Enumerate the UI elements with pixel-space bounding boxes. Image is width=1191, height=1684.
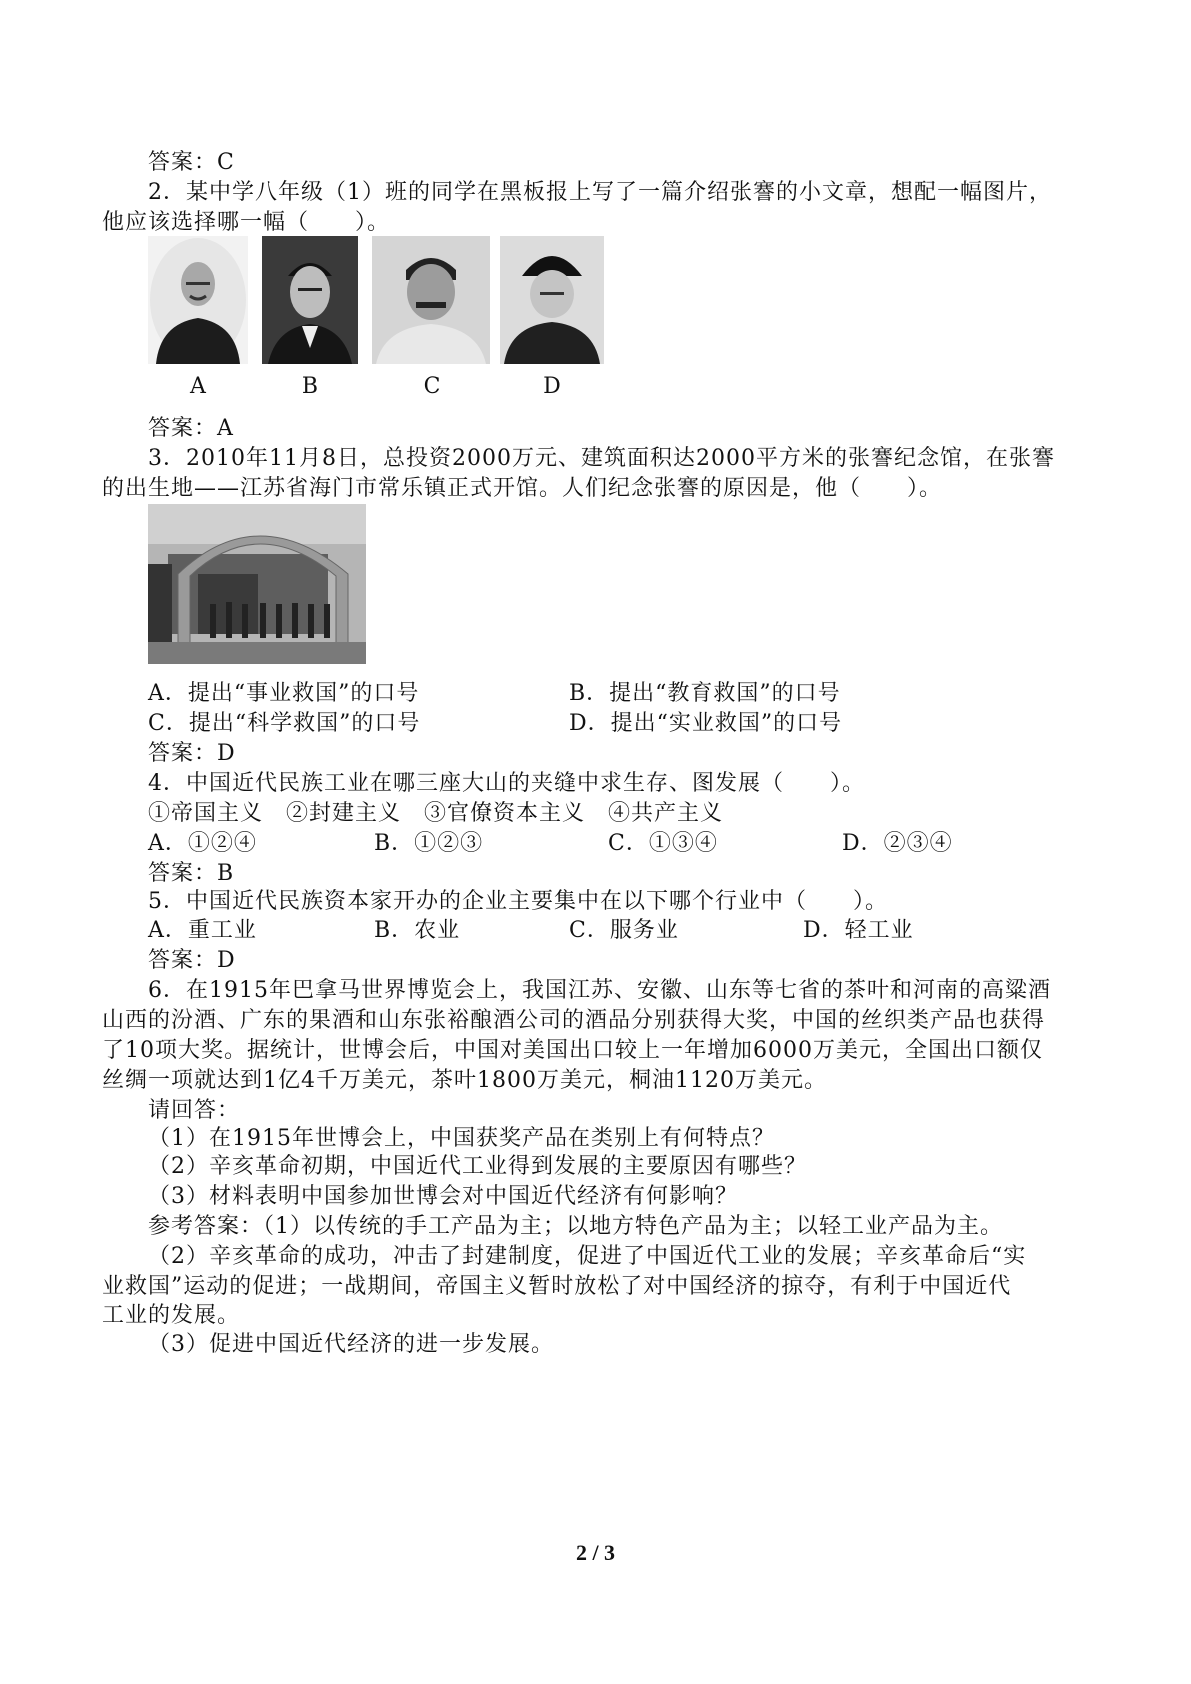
reference-answer-2-line3: 工业的发展。 — [102, 1303, 241, 1328]
option-4a: A．①②④ — [148, 831, 257, 856]
option-5d: D．轻工业 — [803, 918, 914, 943]
question-6-line3: 了10项大奖。据统计，世博会后，中国对美国出口较上一年增加6000万美元，全国出口额仅 — [102, 1038, 1043, 1063]
question-6-line1: 6．在1915年巴拿马世界博览会上，我国江苏、安徽、山东等七省的茶叶和河南的高粱酒 — [148, 978, 1051, 1003]
portrait-c-label: C — [423, 374, 441, 399]
option-3c: C．提出“科学救国”的口号 — [148, 711, 421, 736]
portrait-a — [148, 236, 248, 364]
option-5b: B．农业 — [374, 918, 461, 943]
portrait-d-label: D — [543, 374, 561, 399]
sub-question-3: （3）材料表明中国参加世博会对中国近代经济有何影响？ — [148, 1184, 738, 1209]
answer-q4: 答案：B — [148, 861, 235, 886]
reference-answer-2-line2: 业救国”运动的促进；一战期间，帝国主义暂时放松了对中国经济的掠夺，有利于中国近代 — [102, 1274, 1012, 1299]
reference-answer-3: （3）促进中国近代经济的进一步发展。 — [148, 1332, 554, 1357]
question-6-line2: 山西的汾酒、广东的果酒和山东张裕酿酒公司的酒品分别获得大奖，中国的丝织类产品也获得 — [102, 1008, 1046, 1033]
memorial-opening-photo — [148, 504, 366, 664]
option-4d: D．②③④ — [842, 831, 953, 856]
sub-question-2: （2）辛亥革命初期，中国近代工业得到发展的主要原因有哪些？ — [148, 1154, 807, 1179]
portrait-b — [262, 236, 358, 364]
question-3-line1: 3．2010年11月8日，总投资2000万元、建筑面积达2000平方米的张謇纪念馆，在张謇 — [148, 446, 1055, 471]
question-4-items: ①帝国主义 ②封建主义 ③官僚资本主义 ④共产主义 — [148, 801, 724, 826]
option-3b: B．提出“教育救国”的口号 — [569, 681, 841, 706]
reference-answer-1: 参考答案：（1）以传统的手工产品为主；以地方特色产品为主；以轻工业产品为主。 — [148, 1214, 1003, 1239]
question-5: 5．中国近代民族资本家开办的企业主要集中在以下哪个行业中（ ）。 — [148, 889, 888, 914]
question-6-line4: 丝绸一项就达到1亿4千万美元，茶叶1800万美元，桐油1120万美元。 — [102, 1068, 827, 1093]
answer-q3: 答案：D — [148, 741, 236, 766]
question-2-line1: 2．某中学八年级（1）班的同学在黑板报上写了一篇介绍张謇的小文章，想配一幅图片， — [148, 180, 1052, 205]
portrait-d — [500, 236, 604, 364]
answer-q1: 答案：C — [148, 150, 235, 175]
answer-q5: 答案：D — [148, 948, 236, 973]
option-5c: C．服务业 — [569, 918, 679, 943]
option-3a: A．提出“事业救国”的口号 — [148, 681, 420, 706]
question-3-line2: 的出生地——江苏省海门市常乐镇正式开馆。人们纪念张謇的原因是，他（ ）。 — [102, 476, 943, 501]
answer-q2: 答案：A — [148, 416, 234, 441]
portrait-b-label: B — [301, 374, 319, 399]
option-4b: B．①②③ — [374, 831, 484, 856]
option-4c: C．①③④ — [608, 831, 718, 856]
portrait-c — [372, 236, 490, 364]
question-2-line2: 他应该选择哪一幅（ ）。 — [102, 210, 391, 235]
reference-answer-2-line1: （2）辛亥革命的成功，冲击了封建制度，促进了中国近代工业的发展；辛亥革命后“实 — [148, 1244, 1027, 1269]
sub-question-1: （1）在1915年世博会上，中国获奖产品在类别上有何特点？ — [148, 1126, 775, 1151]
portrait-a-label: A — [190, 374, 206, 399]
question-4: 4．中国近代民族工业在哪三座大山的夹缝中求生存、图发展（ ）。 — [148, 771, 865, 796]
please-answer: 请回答： — [148, 1098, 241, 1123]
option-3d: D．提出“实业救国”的口号 — [569, 711, 843, 736]
page-number: 2 / 3 — [575, 1540, 616, 1565]
option-5a: A．重工业 — [148, 918, 257, 943]
